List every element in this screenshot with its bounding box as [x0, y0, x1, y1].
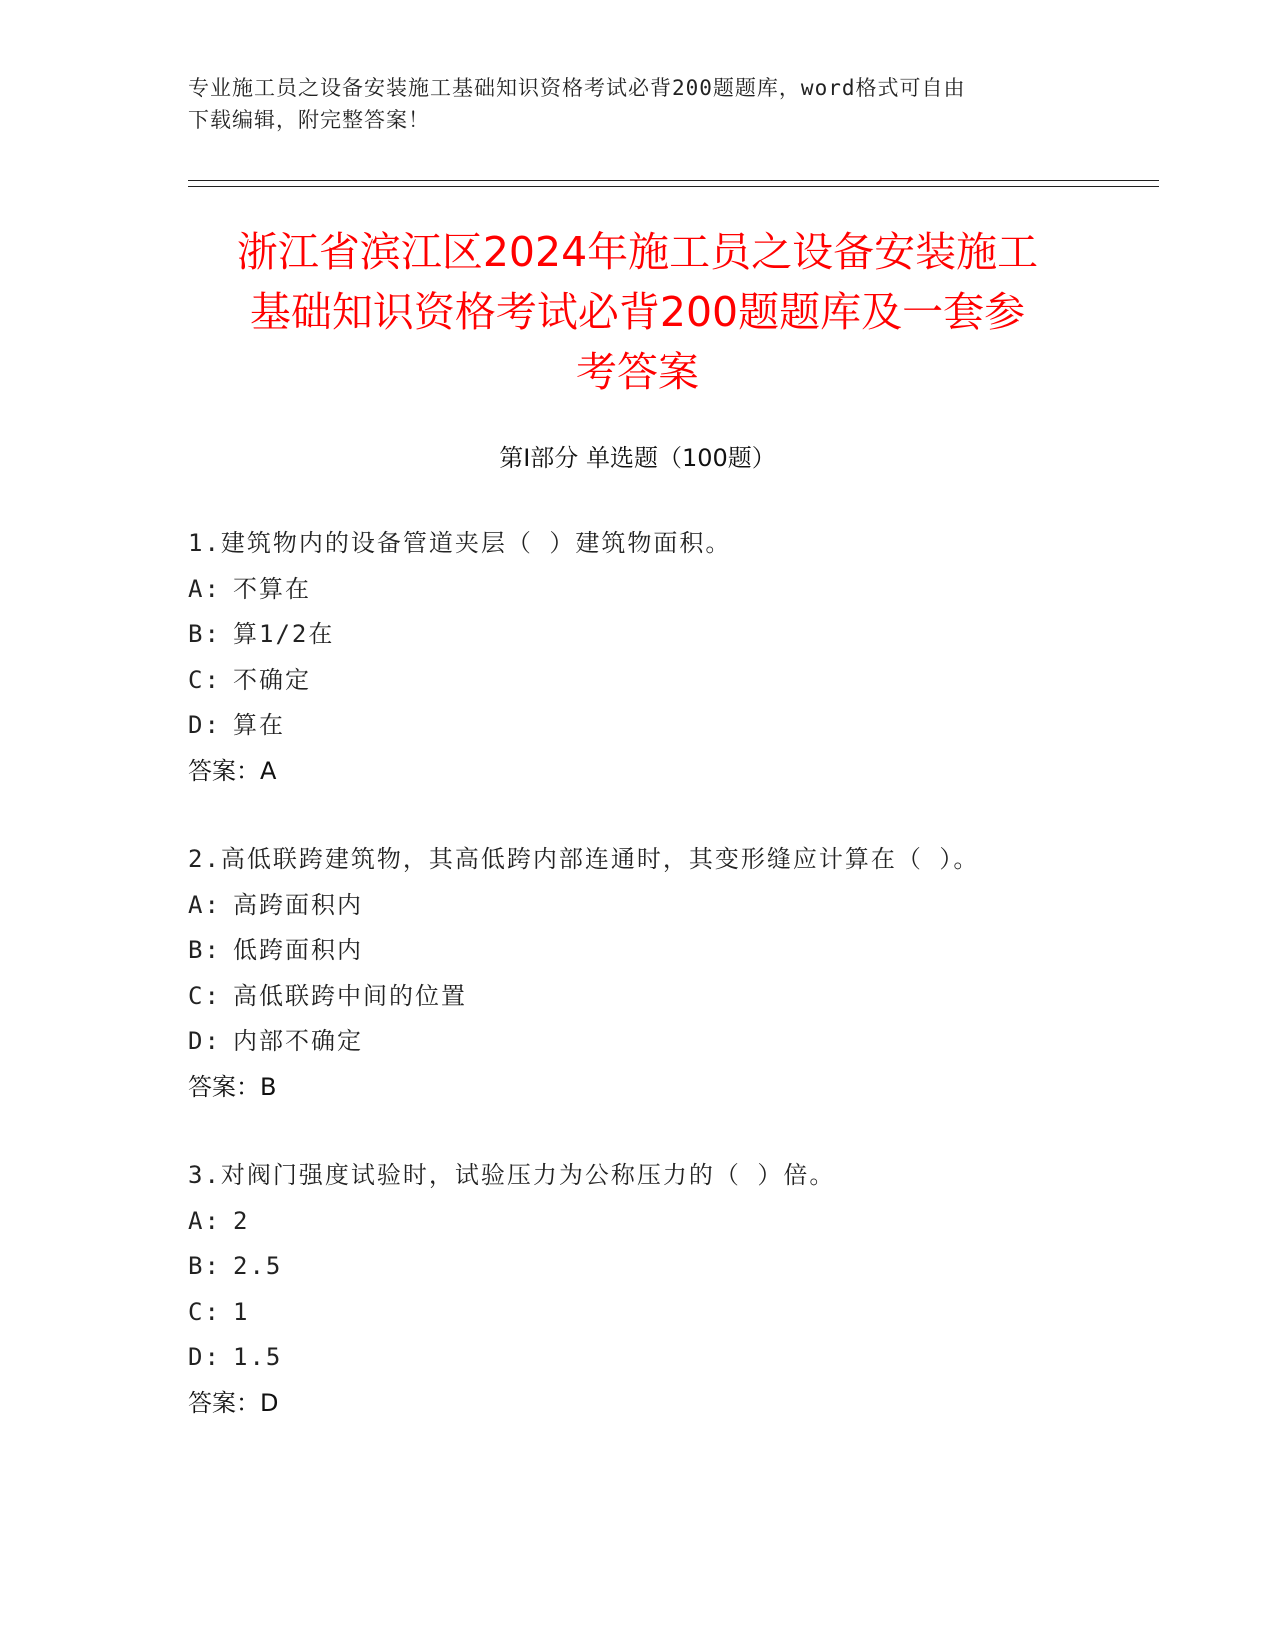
- option-letter: C:: [188, 665, 221, 694]
- option-b: [188, 612, 1188, 658]
- option-letter: D:: [188, 711, 221, 739]
- option-c: [188, 974, 1188, 1020]
- option-a: [188, 567, 1188, 613]
- option-text: 1.5: [233, 1343, 283, 1371]
- option-c: [188, 1290, 1188, 1336]
- header-divider-top: [188, 180, 1159, 181]
- option-letter: B:: [188, 936, 221, 964]
- section-heading: 第Ⅰ部分 单选题（100题）: [499, 444, 776, 472]
- option-letter: C:: [188, 981, 221, 1010]
- option-text: 低跨面积内: [233, 936, 363, 964]
- question-stem: 1.建筑物内的设备管道夹层（ ）建筑物面积。: [188, 529, 732, 557]
- option-b: [188, 1244, 1188, 1290]
- question-block: [188, 521, 1188, 794]
- option-letter: C:: [188, 1297, 221, 1326]
- option-letter: A:: [188, 1206, 221, 1235]
- title-line-1: 浙江省滨江区2024年施工员之设备安装施工: [236, 228, 1039, 276]
- option-letter: B:: [188, 620, 221, 648]
- intro-line-1: 专业施工员之设备安装施工基础知识资格考试必背200题题库，word格式可自由: [188, 76, 966, 100]
- option-text: 2.5: [233, 1252, 283, 1280]
- option-letter: A:: [188, 574, 221, 603]
- option-text: 不确定: [233, 665, 311, 694]
- option-text: 2: [233, 1206, 250, 1235]
- answer-line: 答案：A: [188, 756, 277, 785]
- title-line-2: 基础知识资格考试必背200题题库及一套参: [249, 288, 1026, 336]
- option-d: [188, 703, 1188, 749]
- option-a: [188, 883, 1188, 929]
- option-text: 算在: [233, 711, 285, 739]
- question-block: [188, 837, 1188, 1110]
- option-text: 不算在: [233, 574, 311, 603]
- option-a: [188, 1199, 1188, 1245]
- intro-line-2: 下载编辑，附完整答案！: [188, 108, 430, 132]
- option-text: 1: [233, 1297, 250, 1326]
- option-letter: A:: [188, 890, 221, 919]
- document-title: [150, 222, 1125, 402]
- question-stem: 2.高低联跨建筑物，其高低跨内部连通时，其变形缝应计算在（ ）。: [188, 845, 980, 873]
- option-d: [188, 1019, 1188, 1065]
- option-text: 内部不确定: [233, 1027, 363, 1055]
- option-letter: D:: [188, 1027, 221, 1055]
- title-line-3: 考答案: [576, 348, 699, 396]
- option-text: 高跨面积内: [233, 890, 363, 919]
- answer-line: 答案：D: [188, 1388, 279, 1417]
- question-block: [188, 1153, 1188, 1426]
- intro-text: [188, 72, 1088, 136]
- header-divider-bottom: [188, 186, 1159, 187]
- answer-line: 答案：B: [188, 1072, 277, 1101]
- option-letter: D:: [188, 1343, 221, 1371]
- option-text: 高低联跨中间的位置: [233, 981, 467, 1010]
- option-letter: B:: [188, 1252, 221, 1280]
- option-d: [188, 1335, 1188, 1381]
- option-c: [188, 658, 1188, 704]
- option-text: 算1/2在: [233, 620, 335, 648]
- question-stem: 3.对阀门强度试验时，试验压力为公称压力的（ ）倍。: [188, 1161, 836, 1189]
- option-b: [188, 928, 1188, 974]
